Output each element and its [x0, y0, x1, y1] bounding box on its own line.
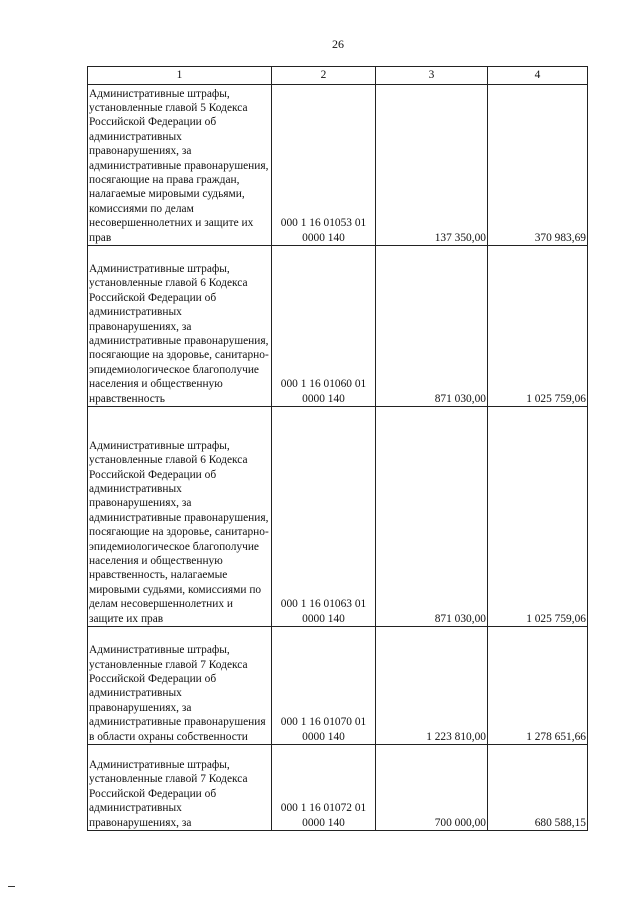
amount-col4-cell: 1 025 759,06 [488, 246, 588, 407]
column-header-1: 1 [88, 67, 272, 85]
budget-revenue-table [87, 66, 588, 831]
table-row [88, 407, 588, 627]
revenue-name-cell: Административные штрафы, установленные главой 6 Кодекса Российской Федерации об административных правонарушениях, за административные правонарушения, посягающие на здоровье, санитарно-эпидемиологическое благополучие населения и общественную нравственность, налагаемые мировыми судьями, комиссиями по делам несовершеннолетних и защите их прав [88, 407, 272, 627]
amount-col3-cell: 700 000,00 [376, 745, 488, 831]
table-row [88, 627, 588, 745]
revenue-name-cell: Административные штрафы, установленные главой 7 Кодекса Российской Федерации об административных правонарушениях, за [88, 745, 272, 831]
revenue-name-cell: Административные штрафы, установленные главой 6 Кодекса Российской Федерации об административных правонарушениях, за административные правонарушения, посягающие на здоровье, санитарно-эпидемиологическое благополучие населения и общественную нравственность [88, 246, 272, 407]
column-number-row [88, 67, 588, 85]
column-header-3: 3 [376, 67, 488, 85]
amount-col4-cell: 1 278 651,66 [488, 627, 588, 745]
classification-code-cell: 000 1 16 01060 01 0000 140 [272, 246, 376, 407]
classification-code-cell: 000 1 16 01053 01 0000 140 [272, 85, 376, 246]
classification-code-cell: 000 1 16 01063 01 0000 140 [272, 407, 376, 627]
column-header-4: 4 [488, 67, 588, 85]
page-number: 26 [332, 37, 344, 51]
revenue-name-cell: Административные штрафы, установленные главой 5 Кодекса Российской Федерации об административных правонарушениях, за административные правонарушения, посягающие на права граждан, налагаемые мировыми судьями, комиссиями по делам несовершеннолетних и защите их прав [88, 85, 272, 246]
amount-col3-cell: 871 030,00 [376, 407, 488, 627]
amount-col4-cell: 1 025 759,06 [488, 407, 588, 627]
amount-col3-cell: 871 030,00 [376, 246, 488, 407]
column-header-2: 2 [272, 67, 376, 85]
margin-dash-mark [8, 886, 15, 887]
table-row [88, 246, 588, 407]
classification-code-cell: 000 1 16 01072 01 0000 140 [272, 745, 376, 831]
table-row [88, 85, 588, 246]
table-row [88, 745, 588, 831]
revenue-name-cell: Административные штрафы, установленные главой 7 Кодекса Российской Федерации об административных правонарушениях, за административные правонарушения в области охраны собственности [88, 627, 272, 745]
amount-col4-cell: 680 588,15 [488, 745, 588, 831]
amount-col3-cell: 1 223 810,00 [376, 627, 488, 745]
amount-col3-cell: 137 350,00 [376, 85, 488, 246]
amount-col4-cell: 370 983,69 [488, 85, 588, 246]
classification-code-cell: 000 1 16 01070 01 0000 140 [272, 627, 376, 745]
